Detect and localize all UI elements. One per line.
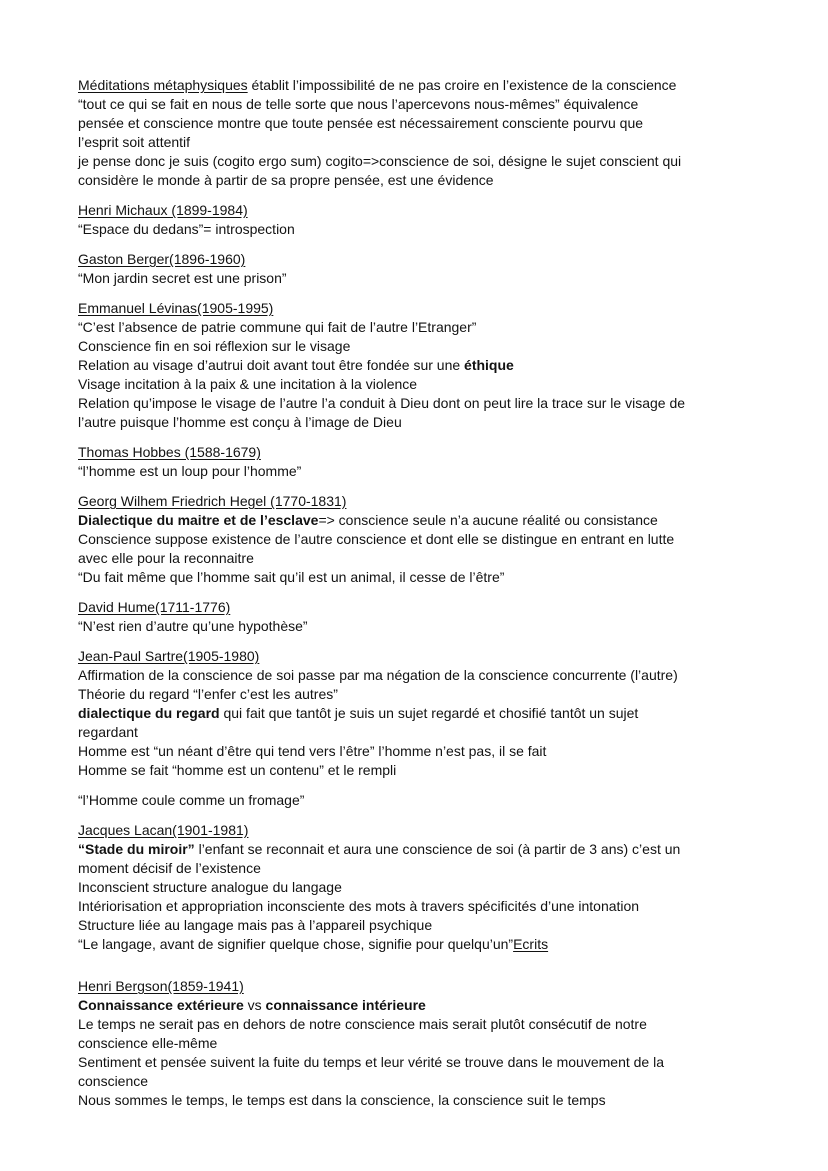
- heading-text: Emmanuel Lévinas(1905-1995): [78, 300, 274, 316]
- text-line: [78, 1034, 800, 1053]
- section-meditations-metaphysiques: [78, 76, 800, 190]
- heading-text: Henri Michaux (1899-1984): [78, 202, 248, 218]
- text-line: [78, 95, 800, 114]
- text-segment: regardant: [78, 724, 138, 740]
- text-segment: Intériorisation et appropriation inconsciente des mots à travers spécificités d’une intonation: [78, 898, 640, 914]
- text-segment: Ecrits: [513, 936, 549, 952]
- text-segment: Relation au visage d’autrui doit avant tout être fondée sur une: [78, 357, 465, 373]
- text-segment: pensée et conscience montre que toute pensée est nécessairement consciente pourvu que: [78, 115, 644, 131]
- text-segment: conscience: [78, 1073, 149, 1089]
- section-heading: [78, 443, 800, 462]
- text-segment: Nous sommes le temps, le temps est dans la conscience, la conscience suit le temps: [78, 1092, 606, 1108]
- text-segment: éthique: [464, 357, 514, 373]
- text-line: [78, 742, 800, 761]
- text-line: [78, 617, 800, 636]
- text-segment: Méditations métaphysiques: [78, 77, 248, 93]
- text-segment: Sentiment et pensée suivent la fuite du temps et leur vérité se trouve dans le mouvement de la: [78, 1054, 664, 1070]
- heading-text: Jacques Lacan(1901-1981): [78, 822, 249, 838]
- text-line: [78, 413, 800, 432]
- text-line: [78, 76, 800, 95]
- text-line: [78, 1015, 800, 1034]
- text-segment: connaissance intérieure: [265, 997, 426, 1013]
- text-segment: Homme se fait “homme est un contenu” et le rempli: [78, 762, 397, 778]
- section-citation-fromage: [78, 791, 800, 810]
- text-segment: considère le monde à partir de sa propre pensée, est une évidence: [78, 172, 494, 188]
- heading-text: Georg Wilhem Friedrich Hegel (1770-1831): [78, 493, 347, 509]
- text-segment: l’enfant se reconnait et aura une conscience de soi (à partir de 3 ans) c’est un: [194, 841, 681, 857]
- text-line: [78, 1091, 800, 1110]
- text-line: [78, 114, 800, 133]
- text-segment: moment décisif de l’existence: [78, 860, 261, 876]
- text-line: [78, 375, 800, 394]
- text-segment: Relation qu’impose le visage de l’autre l’a conduit à Dieu dont on peut lire la trace sur le visage de: [78, 395, 686, 411]
- text-segment: “tout ce qui se fait en nous de telle sorte que nous l’apercevons nous-mêmes” équivalence: [78, 96, 639, 112]
- text-segment: Conscience suppose existence de l’autre conscience et dont elle se distingue en entrant en lutte: [78, 531, 675, 547]
- section-heading: [78, 821, 800, 840]
- text-line: [78, 337, 800, 356]
- text-line: [78, 897, 800, 916]
- text-line: [78, 568, 800, 587]
- text-line: [78, 530, 800, 549]
- text-line: [78, 935, 800, 954]
- text-line: [78, 549, 800, 568]
- text-segment: Visage incitation à la paix & une incitation à la violence: [78, 376, 418, 392]
- heading-text: David Hume(1711-1776): [78, 599, 231, 615]
- text-line: [78, 394, 800, 413]
- section-heading: [78, 977, 800, 996]
- text-segment: Inconscient structure analogue du langage: [78, 879, 342, 895]
- text-line: [78, 1053, 800, 1072]
- text-segment: => conscience seule n’a aucune réalité ou consistance: [318, 512, 658, 528]
- text-segment: Le temps ne serait pas en dehors de notre conscience mais serait plutôt consécutif de notre: [78, 1016, 647, 1032]
- text-line: [78, 152, 800, 171]
- section-heading: [78, 598, 800, 617]
- text-line: [78, 723, 800, 742]
- text-segment: “Stade du miroir”: [78, 841, 195, 857]
- text-line: [78, 1072, 800, 1091]
- heading-text: Thomas Hobbes (1588-1679): [78, 444, 261, 460]
- text-line: [78, 878, 800, 897]
- text-line: [78, 840, 800, 859]
- text-segment: “Le langage, avant de signifier quelque chose, signifie pour quelqu’un”: [78, 936, 514, 952]
- text-segment: Affirmation de la conscience de soi passe par ma négation de la conscience concurrente (l’autre): [78, 667, 678, 683]
- section-thomas-hobbes: [78, 443, 800, 481]
- text-line: [78, 761, 800, 780]
- section-heading: [78, 299, 800, 318]
- text-line: [78, 171, 800, 190]
- text-line: [78, 318, 800, 337]
- text-segment: je pense donc je suis (cogito ergo sum) cogito=>conscience de soi, désigne le sujet conscient qui: [78, 153, 682, 169]
- section-jacques-lacan: [78, 821, 800, 954]
- text-segment: l’esprit soit attentif: [78, 134, 191, 150]
- text-segment: “l’Homme coule comme un fromage”: [78, 792, 305, 808]
- text-line: [78, 356, 800, 375]
- text-line: [78, 220, 800, 239]
- section-gaston-berger: [78, 250, 800, 288]
- text-segment: qui fait que tantôt je suis un sujet regardé et chosifié tantôt un sujet: [219, 705, 639, 721]
- section-david-hume: [78, 598, 800, 636]
- section-heading: [78, 492, 800, 511]
- text-segment: avec elle pour la reconnaitre: [78, 550, 254, 566]
- section-emmanuel-levinas: [78, 299, 800, 432]
- text-segment: conscience elle-même: [78, 1035, 218, 1051]
- text-segment: Homme est “un néant d’être qui tend vers l’être” l’homme n’est pas, il se fait: [78, 743, 547, 759]
- text-segment: Dialectique du maitre et de l’esclave: [78, 512, 319, 528]
- text-segment: “C’est l’absence de patrie commune qui fait de l’autre l’Etranger”: [78, 319, 477, 335]
- text-line: [78, 462, 800, 481]
- section-henri-bergson: [78, 977, 800, 1110]
- text-line: [78, 916, 800, 935]
- heading-text: Henri Bergson(1859-1941): [78, 978, 244, 994]
- text-segment: “l’homme est un loup pour l’homme”: [78, 463, 302, 479]
- text-segment: Conscience fin en soi réflexion sur le visage: [78, 338, 351, 354]
- text-segment: “Espace du dedans”= introspection: [78, 221, 295, 237]
- text-line: [78, 704, 800, 723]
- text-line: [78, 133, 800, 152]
- text-line: [78, 685, 800, 704]
- section-heading: [78, 647, 800, 666]
- text-line: [78, 511, 800, 530]
- text-segment: établit l’impossibilité de ne pas croire en l’existence de la conscience: [247, 77, 677, 93]
- text-segment: l’autre puisque l’homme est conçu à l’image de Dieu: [78, 414, 402, 430]
- text-line: [78, 269, 800, 288]
- text-segment: “N’est rien d’autre qu’une hypothèse”: [78, 618, 308, 634]
- section-heading: [78, 201, 800, 220]
- text-segment: Structure liée au langage mais pas à l’appareil psychique: [78, 917, 433, 933]
- section-henri-michaux: [78, 201, 800, 239]
- text-segment: “Mon jardin secret est une prison”: [78, 270, 287, 286]
- text-line: [78, 996, 800, 1015]
- section-hegel: [78, 492, 800, 587]
- heading-text: Gaston Berger(1896-1960): [78, 251, 246, 267]
- notes-document: [78, 76, 800, 1110]
- section-jean-paul-sartre: [78, 647, 800, 780]
- text-segment: “Du fait même que l’homme sait qu’il est un animal, il cesse de l’être”: [78, 569, 505, 585]
- section-heading: [78, 250, 800, 269]
- text-segment: vs: [243, 997, 266, 1013]
- heading-text: Jean-Paul Sartre(1905-1980): [78, 648, 260, 664]
- text-line: [78, 859, 800, 878]
- text-line: [78, 666, 800, 685]
- text-segment: dialectique du regard: [78, 705, 220, 721]
- text-segment: Théorie du regard “l’enfer c’est les autres”: [78, 686, 338, 702]
- text-line: [78, 791, 800, 810]
- text-segment: Connaissance extérieure: [78, 997, 244, 1013]
